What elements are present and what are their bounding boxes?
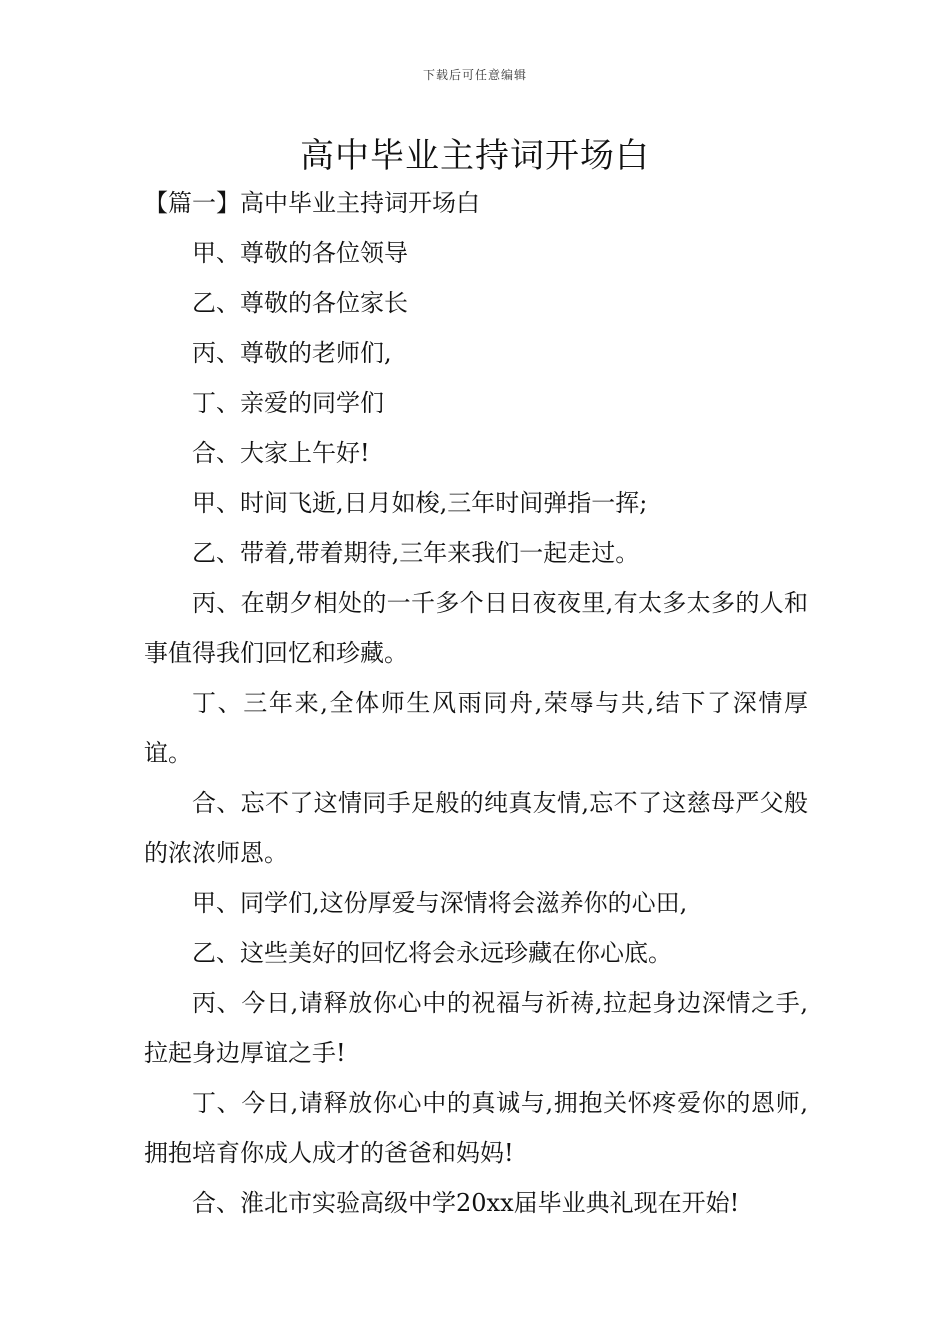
document-title: 高中毕业主持词开场白 <box>300 136 650 176</box>
header-note: 下载后可任意编辑 <box>422 68 527 82</box>
paragraph: 丁、亲爱的同学们 <box>192 389 384 417</box>
paragraph: 乙、尊敬的各位家长 <box>192 289 408 317</box>
section-heading: 【篇一】高中毕业主持词开场白 <box>144 189 480 217</box>
paragraph: 乙、这些美好的回忆将会永远珍藏在你心底。 <box>192 939 672 967</box>
paragraph: 甲、同学们,这份厚爱与深情将会滋养你的心田, <box>192 889 688 917</box>
paragraph: 甲、尊敬的各位领导 <box>192 239 408 267</box>
paragraph: 合、大家上午好! <box>192 439 370 467</box>
paragraph: 丁、今日,请释放你心中的真诚与,拥抱关怀疼爱你的恩师,拥抱培育你成人成才的爸爸和妈妈! <box>144 1089 808 1167</box>
paragraph: 丙、在朝夕相处的一千多个日日夜夜里,有太多太多的人和事值得我们回忆和珍藏。 <box>144 589 808 667</box>
paragraph: 合、淮北市实验高级中学20xx届毕业典礼现在开始! <box>192 1189 740 1217</box>
paragraph: 合、忘不了这情同手足般的纯真友情,忘不了这慈母严父般的浓浓师恩。 <box>144 789 808 867</box>
paragraph: 丁、三年来,全体师生风雨同舟,荣辱与共,结下了深情厚谊。 <box>144 689 808 767</box>
paragraph: 乙、带着,带着期待,三年来我们一起走过。 <box>192 539 640 567</box>
paragraph: 丙、尊敬的老师们, <box>192 339 392 367</box>
document-body <box>144 178 808 1228</box>
paragraph: 甲、时间飞逝,日月如梭,三年时间弹指一挥; <box>192 489 648 517</box>
paragraph: 丙、今日,请释放你心中的祝福与祈祷,拉起身边深情之手,拉起身边厚谊之手! <box>144 989 808 1067</box>
